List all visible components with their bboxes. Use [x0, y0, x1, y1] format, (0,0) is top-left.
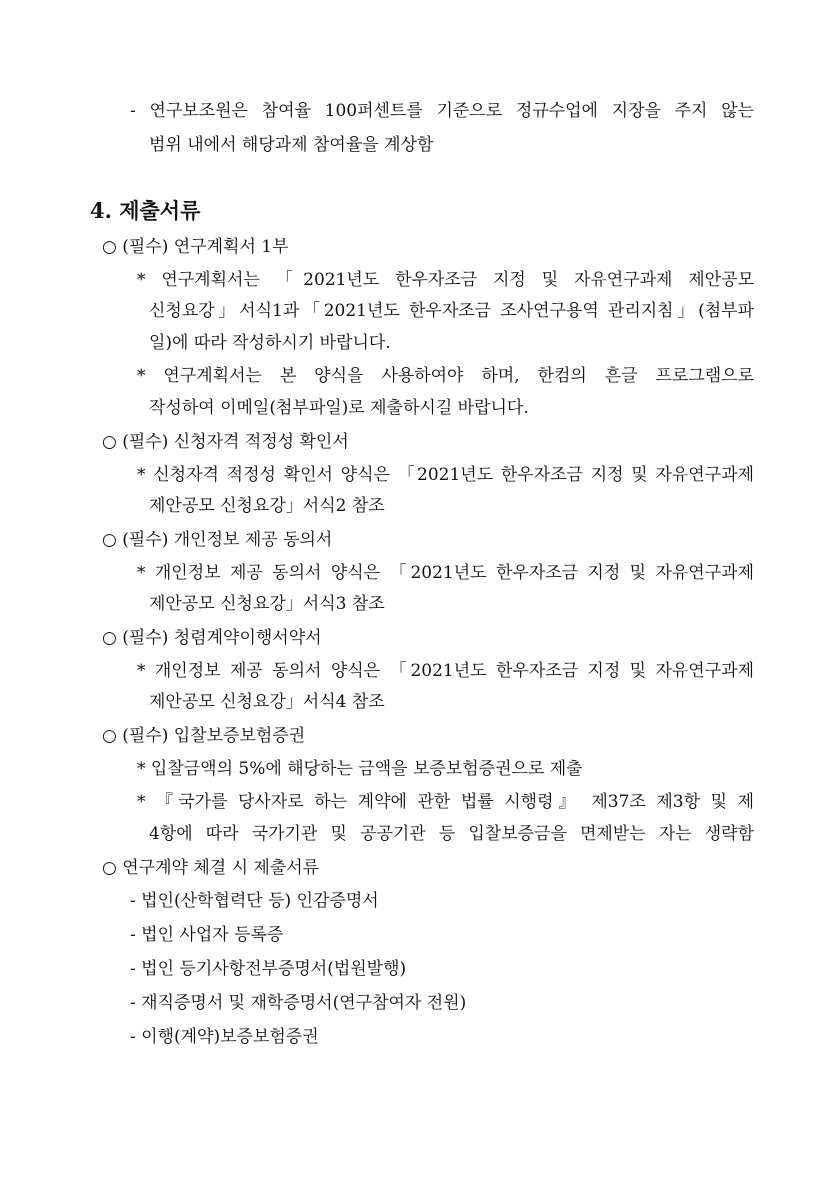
note-line: 제안공모 신청요강」서식3 참조: [149, 594, 385, 614]
note-line: 작성하여 이메일(첨부파일)로 제출하시길 바랍니다.: [149, 398, 529, 418]
note-line: 제안공모 신청요강」서식4 참조: [149, 692, 385, 712]
note-line: 제안공모 신청요강」서식2 참조: [149, 496, 385, 516]
note-line: 4항에 따라 국가기관 및 공공기관 등 입찰보증금을 면제받는 자는 생략함: [149, 824, 754, 844]
note-line: * 연구계획서는 「2021년도 한우자조금 지정 및 자유연구과제 제안공모: [137, 270, 754, 290]
item-head: ○ 연구계약 체결 시 제출서류: [102, 858, 320, 878]
note-line: * 개인정보 제공 동의서 양식은 「2021년도 한우자조금 지정 및 자유연구과제: [137, 661, 754, 681]
dash-item: - 법인 사업자 등록증: [130, 925, 284, 945]
note-line: * 신청자격 적정성 확인서 양식은 「2021년도 한우자조금 지정 및 자유연구과제: [137, 465, 754, 485]
note-line: 신청요강」서식1과「2021년도 한우자조금 조사연구용역 관리지침」(첨부파: [149, 301, 754, 321]
intro-line-2: 범위 내에서 해당과제 참여율을 계상함: [149, 135, 434, 155]
dash-item: - 재직증명서 및 재학증명서(연구참여자 전원): [130, 993, 467, 1013]
note-line: * 『국가를 당사자로 하는 계약에 관한 법률 시행령』 제37조 제3항 및 제: [137, 792, 754, 812]
dash-item: - 법인 등기사항전부증명서(법원발행): [130, 959, 407, 979]
item-head: ○ (필수) 입찰보증보험증권: [102, 726, 306, 746]
dash-item: - 법인(산학협력단 등) 인감증명서: [130, 891, 379, 911]
item-head: ○ (필수) 개인정보 제공 동의서: [102, 530, 333, 550]
note-line: 일)에 따라 작성하시기 바랍니다.: [149, 333, 391, 353]
note-line: * 개인정보 제공 동의서 양식은 「2021년도 한우자조금 지정 및 자유연구과제: [137, 563, 754, 583]
item-head: ○ (필수) 신청자격 적정성 확인서: [102, 432, 349, 452]
item-head: ○ (필수) 청렴계약이행서약서: [102, 628, 322, 648]
note-line: * 입찰금액의 5%에 해당하는 금액을 보증보험증권으로 제출: [137, 759, 583, 779]
section-title: 4. 제출서류: [90, 198, 201, 223]
dash-item: - 이행(계약)보증보험증권: [130, 1027, 319, 1047]
note-line: * 연구계획서는 본 양식을 사용하여야 하며, 한컴의 흔글 프로그램으로: [137, 366, 754, 386]
item-head: ○ (필수) 연구계획서 1부: [102, 237, 289, 257]
intro-line-1: - 연구보조원은 참여율 100퍼센트를 기준으로 정규수업에 지장을 주지 않는: [130, 101, 754, 121]
